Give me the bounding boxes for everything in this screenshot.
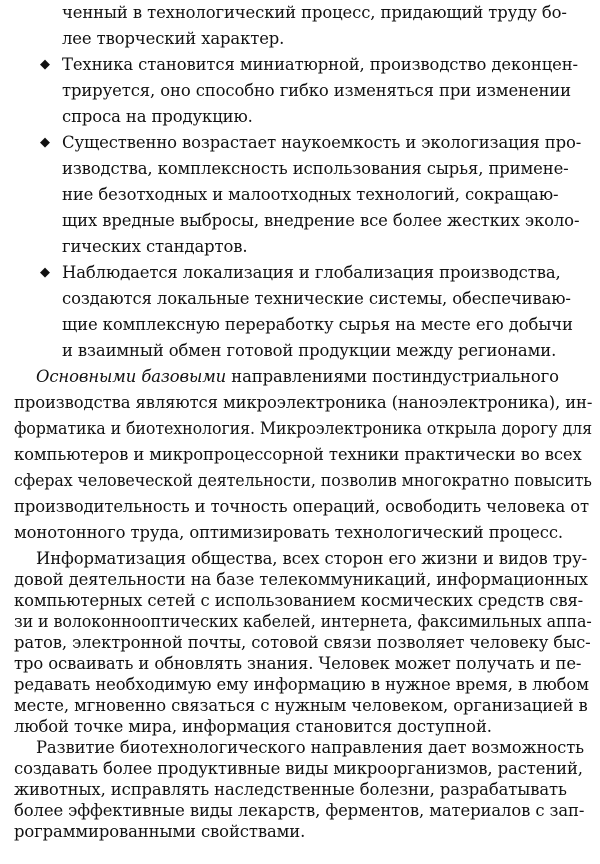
text-line: спроса на продукцию. <box>62 107 253 126</box>
text-line: лее творческий характер. <box>62 29 285 48</box>
text-line: тро осваивать и обновлять знания. Человек может получать и пе- <box>14 654 582 673</box>
text-line: компьютеров и микропроцессорной техники практически во всех <box>14 445 582 464</box>
paragraph-first-line <box>36 366 559 388</box>
first-line-rest: направлениями постиндустриального <box>226 367 559 386</box>
bullet-diamond-icon: ◆ <box>40 57 50 72</box>
text-line: Наблюдается локализация и глобализация производства, <box>62 263 561 282</box>
text-line: форматика и биотехнология. Микроэлектроника открыла дорогу для <box>14 419 592 438</box>
text-line: монотонного труда, оптимизировать технологический процесс. <box>14 523 564 542</box>
text-line: месте, мгновенно связаться с нужным человеком, организацией в <box>14 696 588 715</box>
text-line: Существенно возрастает наукоемкость и экологизация про- <box>62 133 582 152</box>
text-line: любой точке мира, информация становится доступной. <box>14 717 492 736</box>
bullet-diamond-icon: ◆ <box>40 265 50 280</box>
text-line: и взаимный обмен готовой продукции между регионами. <box>62 341 557 360</box>
bullet-diamond-icon: ◆ <box>40 135 50 150</box>
text-line: сферах человеческой деятельности, позволив многократно повысить <box>14 471 592 490</box>
text-line: Информатизация общества, всех сторон его жизни и видов тру- <box>36 549 588 568</box>
text-line: редавать необходимую ему информацию в нужное время, в любом <box>14 675 589 694</box>
text-line: рограммированными свойствами. <box>14 822 306 841</box>
text-line: трируется, оно способно гибко изменяться при изменении <box>62 81 571 100</box>
text-line: щие комплексную переработку сырья на месте его добычи <box>62 315 573 334</box>
text-line: ченный в технологический процесс, придающий труду бо- <box>62 3 567 22</box>
text-line: гических стандартов. <box>62 237 248 256</box>
text-line: более эффективные виды лекарств, ферментов, материалов с зап- <box>14 801 585 820</box>
text-line: зи и волоконнооптических кабелей, интернета, факсимильных аппа- <box>14 612 592 631</box>
text-line: изводства, комплексность использования сырья, примене- <box>62 159 569 178</box>
text-line: ние безотходных и малоотходных технологий, сокращаю- <box>62 185 559 204</box>
text-line: создавать более продуктивные виды микроорганизмов, растений, <box>14 759 583 778</box>
italic-lead: Основными базовыми <box>36 367 227 386</box>
text-line: производительность и точность операций, освободить человека от <box>14 497 589 516</box>
text-line: ратов, электронной почты, сотовой связи позволяет человеку быс- <box>14 633 591 652</box>
text-line: довой деятельности на базе телекоммуникаций, информационных <box>14 570 588 589</box>
text-line: Техника становится миниатюрной, производство деконцен- <box>62 55 578 74</box>
text-line: производства являются микроэлектроника (наноэлектроника), ин- <box>14 393 593 412</box>
text-line: Развитие биотехнологического направления дает возможность <box>36 738 585 757</box>
text-line: животных, исправлять наследственные болезни, разрабатывать <box>14 780 567 799</box>
text-line: создаются локальные технические системы, обеспечиваю- <box>62 289 571 308</box>
text-line: щих вредные выбросы, внедрение все более жестких эколо- <box>62 211 580 230</box>
text-line: компьютерных сетей с использованием космических средств свя- <box>14 591 584 610</box>
